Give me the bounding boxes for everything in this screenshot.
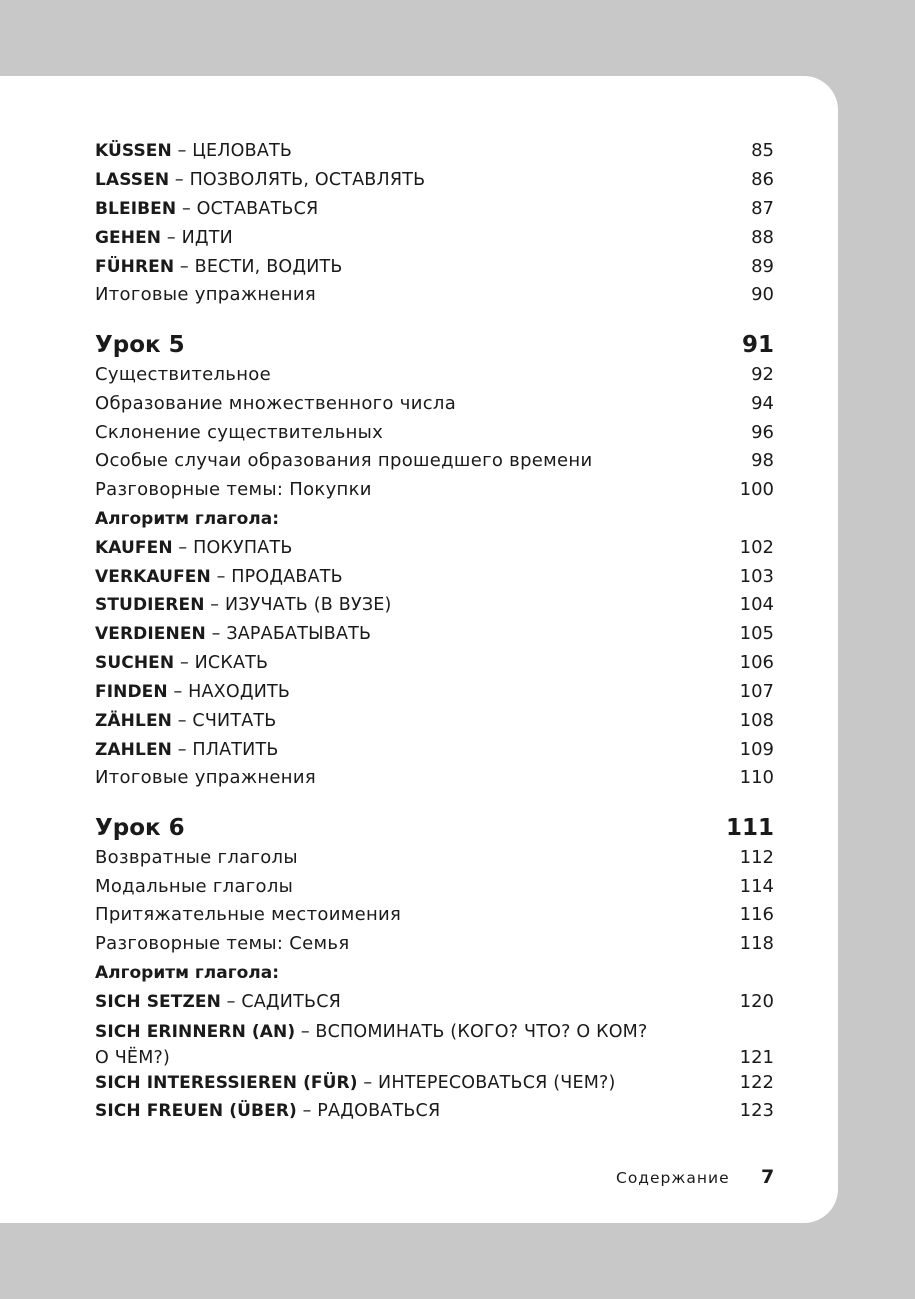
toc-entry: SICH INTERESSIEREN (FÜR) – ИНТЕРЕСОВАТЬСЯ (ЧЕМ?) 122	[95, 1072, 774, 1093]
toc-entry: SUCHEN – ИСКАТЬ 106	[95, 652, 774, 673]
verb-word: LASSEN	[95, 170, 170, 190]
verb-word: KÜSSEN	[95, 141, 172, 161]
page-number: 90	[751, 284, 774, 305]
verb-word: ZAHLEN	[95, 740, 172, 760]
toc-entry	[95, 284, 774, 306]
verb-word: BLEIBEN	[95, 199, 177, 219]
toc-entry: LASSEN – ПОЗВОЛЯТЬ, ОСТАВЛЯТЬ 86	[95, 169, 774, 190]
page-number: 86	[751, 169, 774, 190]
verb-word: STUDIEREN	[95, 595, 205, 615]
verb-word: SICH FREUEN (ÜBER)	[95, 1101, 297, 1121]
algorithm-label: Алгоритм глагола:	[95, 509, 280, 529]
toc-entry: VERKAUFEN – ПРОДАВАТЬ 103	[95, 566, 774, 587]
verb-word: VERDIENEN	[95, 624, 206, 644]
verb-translation: ПЛАТИТЬ	[192, 740, 279, 760]
lesson-heading	[95, 814, 774, 842]
algorithm-heading	[95, 962, 774, 984]
lesson-heading	[95, 331, 774, 359]
verb-translation-continued: О ЧЁМ?)	[95, 1048, 171, 1068]
verb-translation: ВСПОМИНАТЬ (КОГО? ЧТО? О КОМ?	[315, 1022, 648, 1042]
page-number: 111	[725, 815, 774, 841]
verb-word: KAUFEN	[95, 538, 173, 558]
page-number: 109	[739, 739, 774, 760]
verb-translation: ПОКУПАТЬ	[193, 538, 293, 558]
verb-word: ZÄHLEN	[95, 711, 172, 731]
toc-entry: SICH FREUEN (ÜBER) – РАДОВАТЬСЯ 123	[95, 1100, 774, 1121]
page-number: 92	[751, 364, 774, 385]
page-number: 89	[751, 256, 774, 277]
page-number: 108	[739, 710, 774, 731]
page-number: 105	[739, 623, 774, 644]
toc-entry	[95, 933, 774, 955]
page-number: 88	[751, 227, 774, 248]
toc-entry	[95, 479, 774, 501]
verb-translation: ИЗУЧАТЬ (В ВУЗЕ)	[224, 595, 392, 615]
toc-entry-title: Возвратные глаголы	[95, 847, 298, 868]
toc-entry: BLEIBEN – ОСТАВАТЬСЯ 87	[95, 198, 774, 219]
page-number: 96	[751, 422, 774, 443]
toc-entry: SICH SETZEN – САДИТЬСЯ 120	[95, 991, 774, 1012]
verb-translation: НАХОДИТЬ	[188, 682, 291, 702]
toc-entry: KAUFEN – ПОКУПАТЬ 102	[95, 537, 774, 558]
page-number: 114	[739, 876, 774, 897]
verb-word: GEHEN	[95, 228, 162, 248]
verb-translation: САДИТЬСЯ	[241, 992, 341, 1012]
verb-translation: ПРОДАВАТЬ	[231, 567, 343, 587]
verb-word: VERKAUFEN	[95, 567, 211, 587]
algorithm-label: Алгоритм глагола:	[95, 963, 280, 983]
page-number: 104	[739, 594, 774, 615]
page-number: 87	[751, 198, 774, 219]
page-number: 116	[739, 904, 774, 925]
toc-entry-multiline: SICH ERINNERN (AN) – ВСПОМИНАТЬ (КОГО? ЧТО? О КОМ? О ЧЁМ?) 121	[95, 1019, 774, 1071]
page-number: 123	[739, 1100, 774, 1121]
page-number: 118	[739, 933, 774, 954]
toc-entry	[95, 904, 774, 926]
toc-entry-title: Образование множественного числа	[95, 393, 457, 414]
toc-entry-title: Разговорные темы: Покупки	[95, 479, 372, 500]
page-number: 94	[751, 393, 774, 414]
lesson-title: Урок 6	[95, 815, 185, 841]
verb-translation: ПОЗВОЛЯТЬ, ОСТАВЛЯТЬ	[189, 170, 426, 190]
page-number: 91	[741, 332, 774, 358]
toc-entry	[95, 450, 774, 472]
toc-entry-title: Итоговые упражнения	[95, 284, 316, 305]
toc-entry-title: Существительное	[95, 364, 271, 385]
toc-entry-title: Притяжательные местоимения	[95, 904, 402, 925]
toc-entry: STUDIEREN – ИЗУЧАТЬ (В ВУЗЕ) 104	[95, 594, 774, 615]
verb-word: FÜHREN	[95, 257, 175, 277]
footer-section-label: Содержание	[616, 1169, 730, 1187]
toc-entry: VERDIENEN – ЗАРАБАТЫВАТЬ 105	[95, 623, 774, 644]
verb-translation: ИНТЕРЕСОВАТЬСЯ (ЧЕМ?)	[378, 1073, 616, 1093]
verb-translation: ВЕСТИ, ВОДИТЬ	[194, 257, 343, 277]
verb-word: SICH INTERESSIEREN (FÜR)	[95, 1073, 358, 1093]
toc-entry: KÜSSEN – ЦЕЛОВАТЬ 85	[95, 140, 774, 161]
lesson-title: Урок 5	[95, 332, 185, 358]
toc-entry	[95, 876, 774, 898]
toc-entry	[95, 767, 774, 789]
page-number: 110	[739, 767, 774, 788]
toc-entry: ZÄHLEN – СЧИТАТЬ 108	[95, 710, 774, 731]
toc-entry-title: Модальные глаголы	[95, 876, 294, 897]
toc-entry-title: Разговорные темы: Семья	[95, 933, 350, 954]
page-number: 85	[751, 140, 774, 161]
toc-entry: ZAHLEN – ПЛАТИТЬ 109	[95, 739, 774, 760]
page-number: 102	[739, 537, 774, 558]
toc-entry-title: Итоговые упражнения	[95, 767, 316, 788]
algorithm-heading	[95, 508, 774, 530]
toc-entry	[95, 422, 774, 444]
verb-word: SICH ERINNERN (AN)	[95, 1022, 296, 1042]
page-number: 120	[739, 991, 774, 1012]
verb-translation: ЗАРАБАТЫВАТЬ	[226, 624, 372, 644]
toc-entry-title: Особые случаи образования прошедшего времени	[95, 450, 593, 471]
toc-entry: FÜHREN – ВЕСТИ, ВОДИТЬ 89	[95, 256, 774, 277]
verb-translation: ИСКАТЬ	[194, 653, 269, 673]
page-number: 107	[739, 681, 774, 702]
page-number: 103	[739, 566, 774, 587]
page-number: 100	[739, 479, 774, 500]
toc-entry-title: Склонение существительных	[95, 422, 384, 443]
toc-entry: GEHEN – ИДТИ 88	[95, 227, 774, 248]
toc-entry	[95, 364, 774, 386]
page-number: 106	[739, 652, 774, 673]
toc-entry	[95, 847, 774, 869]
verb-word: FINDEN	[95, 682, 168, 702]
verb-translation: СЧИТАТЬ	[192, 711, 277, 731]
page-number: 98	[751, 450, 774, 471]
verb-word: SUCHEN	[95, 653, 175, 673]
verb-word: SICH SETZEN	[95, 992, 221, 1012]
verb-translation: РАДОВАТЬСЯ	[317, 1101, 441, 1121]
page-number: 121	[739, 1047, 774, 1068]
page-number: 112	[739, 847, 774, 868]
footer-page-number: 7	[761, 1166, 775, 1188]
page-number: 122	[739, 1072, 774, 1093]
toc-entry	[95, 393, 774, 415]
verb-translation: ОСТАВАТЬСЯ	[196, 199, 319, 219]
verb-translation: ИДТИ	[181, 228, 233, 248]
toc-entry: FINDEN – НАХОДИТЬ 107	[95, 681, 774, 702]
verb-translation: ЦЕЛОВАТЬ	[192, 141, 293, 161]
